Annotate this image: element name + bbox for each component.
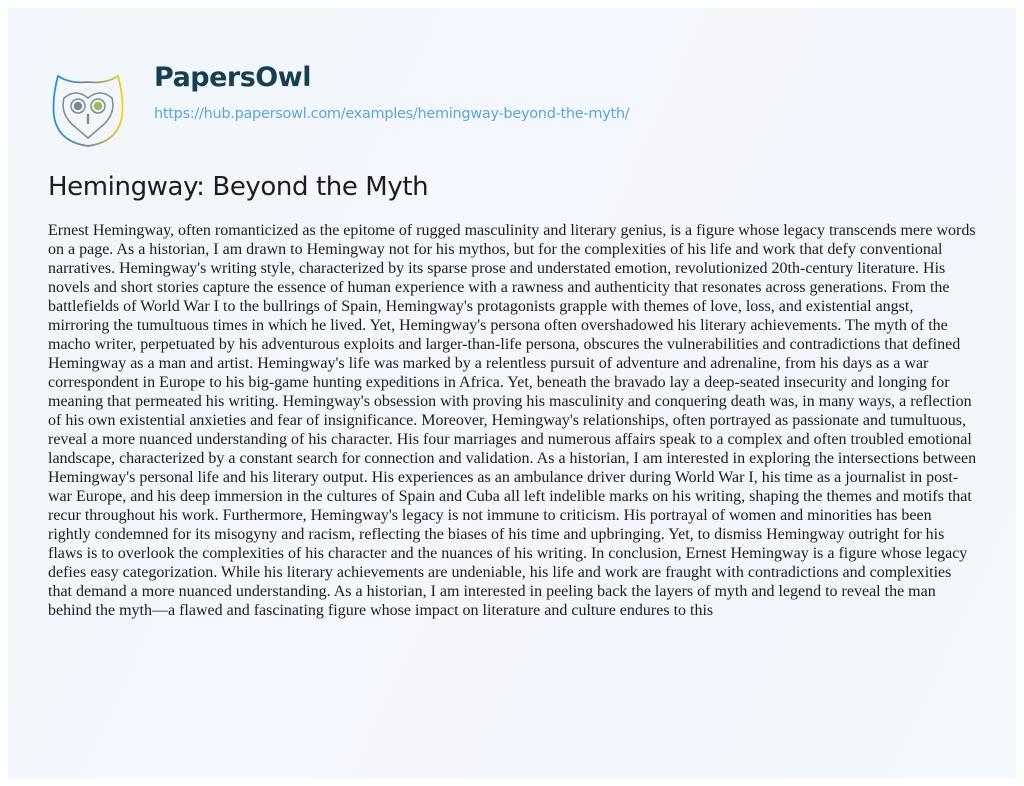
text-line: meaning that permeated his writing. Hemingway's obsession with proving his masculinity and conquering death was, in many ways, a reflection — [48, 393, 972, 410]
text-line: war Europe, and his deep immersion in the cultures of Spain and Cuba all left indelible marks on his writing, shaping the themes and motifs that — [48, 488, 972, 505]
text-line: defies easy categorization. While his literary achievements are undeniable, his life and work are fraught with contradictions and complexities — [48, 564, 952, 581]
text-line: macho writer, perpetuated by his adventurous exploits and larger-than-life persona, obscures the vulnerabilities and contradictions that defined — [48, 336, 961, 353]
text-line: rightly condemned for its misogyny and racism, reflecting the biases of his time and upbringing. Yet, to dismiss Hemingway outright for his — [48, 526, 945, 543]
text-line: behind the myth—a flawed and fascinating figure whose impact on literature and culture endures to this — [48, 602, 714, 619]
article-body — [48, 221, 1008, 620]
text-line: novels and short stories capture the essence of human experience with a rawness and authenticity that resonates across generations. From the — [48, 279, 950, 296]
text-line: Ernest Hemingway, often romanticized as the epitome of rugged masculinity and literary genius, is a figure whose legacy transcends mere words — [48, 222, 976, 239]
text-line: that demand a more nuanced understanding. As a historian, I am interested in peeling back the layers of myth and legend to reveal the man — [48, 583, 936, 600]
text-line: narratives. Hemingway's writing style, characterized by its sparse prose and understated emotion, revolutionized 20th-century literature. His — [48, 260, 946, 277]
text-line: battlefields of World War I to the bullrings of Spain, Hemingway's protagonists grapple with themes of love, loss, and existential angst, — [48, 298, 914, 315]
text-line: landscape, characterized by a constant search for connection and validation. As a historian, I am interested in exploring the intersections between — [48, 450, 977, 467]
brand-name: PapersOwl — [154, 62, 311, 93]
text-line: on a page. As a historian, I am drawn to Hemingway not for his mythos, but for the complexities of his life and work that defy conventional — [48, 241, 943, 258]
text-line: correspondent in Europe to his big-game hunting expeditions in Africa. Yet, beneath the bravado lay a deep-seated insecurity and longing for — [48, 374, 950, 391]
text-line: reveal a more nuanced understanding of his character. His four marriages and numerous affairs speak to a complex and often troubled emotional — [48, 431, 972, 448]
text-line: flaws is to overlook the complexities of his character and the nuances of his writing. In conclusion, Ernest Hemingway is a figure whose legacy — [48, 545, 968, 562]
text-line: Hemingway's personal life and his literary output. His experiences as an ambulance driver during World War I, his time as a journalist in post- — [48, 469, 959, 486]
source-url-link[interactable]: https://hub.papersowl.com/examples/hemingway-beyond-the-myth/ — [154, 106, 630, 122]
owl-logo-icon — [50, 68, 126, 148]
page-title: Hemingway: Beyond the Myth — [48, 172, 429, 202]
text-line: of his own existential anxieties and fear of insignificance. Moreover, Hemingway's relationships, often portrayed as passionate and tumultuous, — [48, 412, 966, 429]
text-line: recur throughout his work. Furthermore, Hemingway's legacy is not immune to criticism. His portrayal of women and minorities has been — [48, 507, 932, 524]
text-line: Hemingway as a man and artist. Hemingway's life was marked by a relentless pursuit of adventure and adrenaline, from his days as a war — [48, 355, 929, 372]
text-line: mirroring the tumultuous times in which he lived. Yet, Hemingway's persona often overshadowed his literary achievements. The myth of the — [48, 317, 948, 334]
